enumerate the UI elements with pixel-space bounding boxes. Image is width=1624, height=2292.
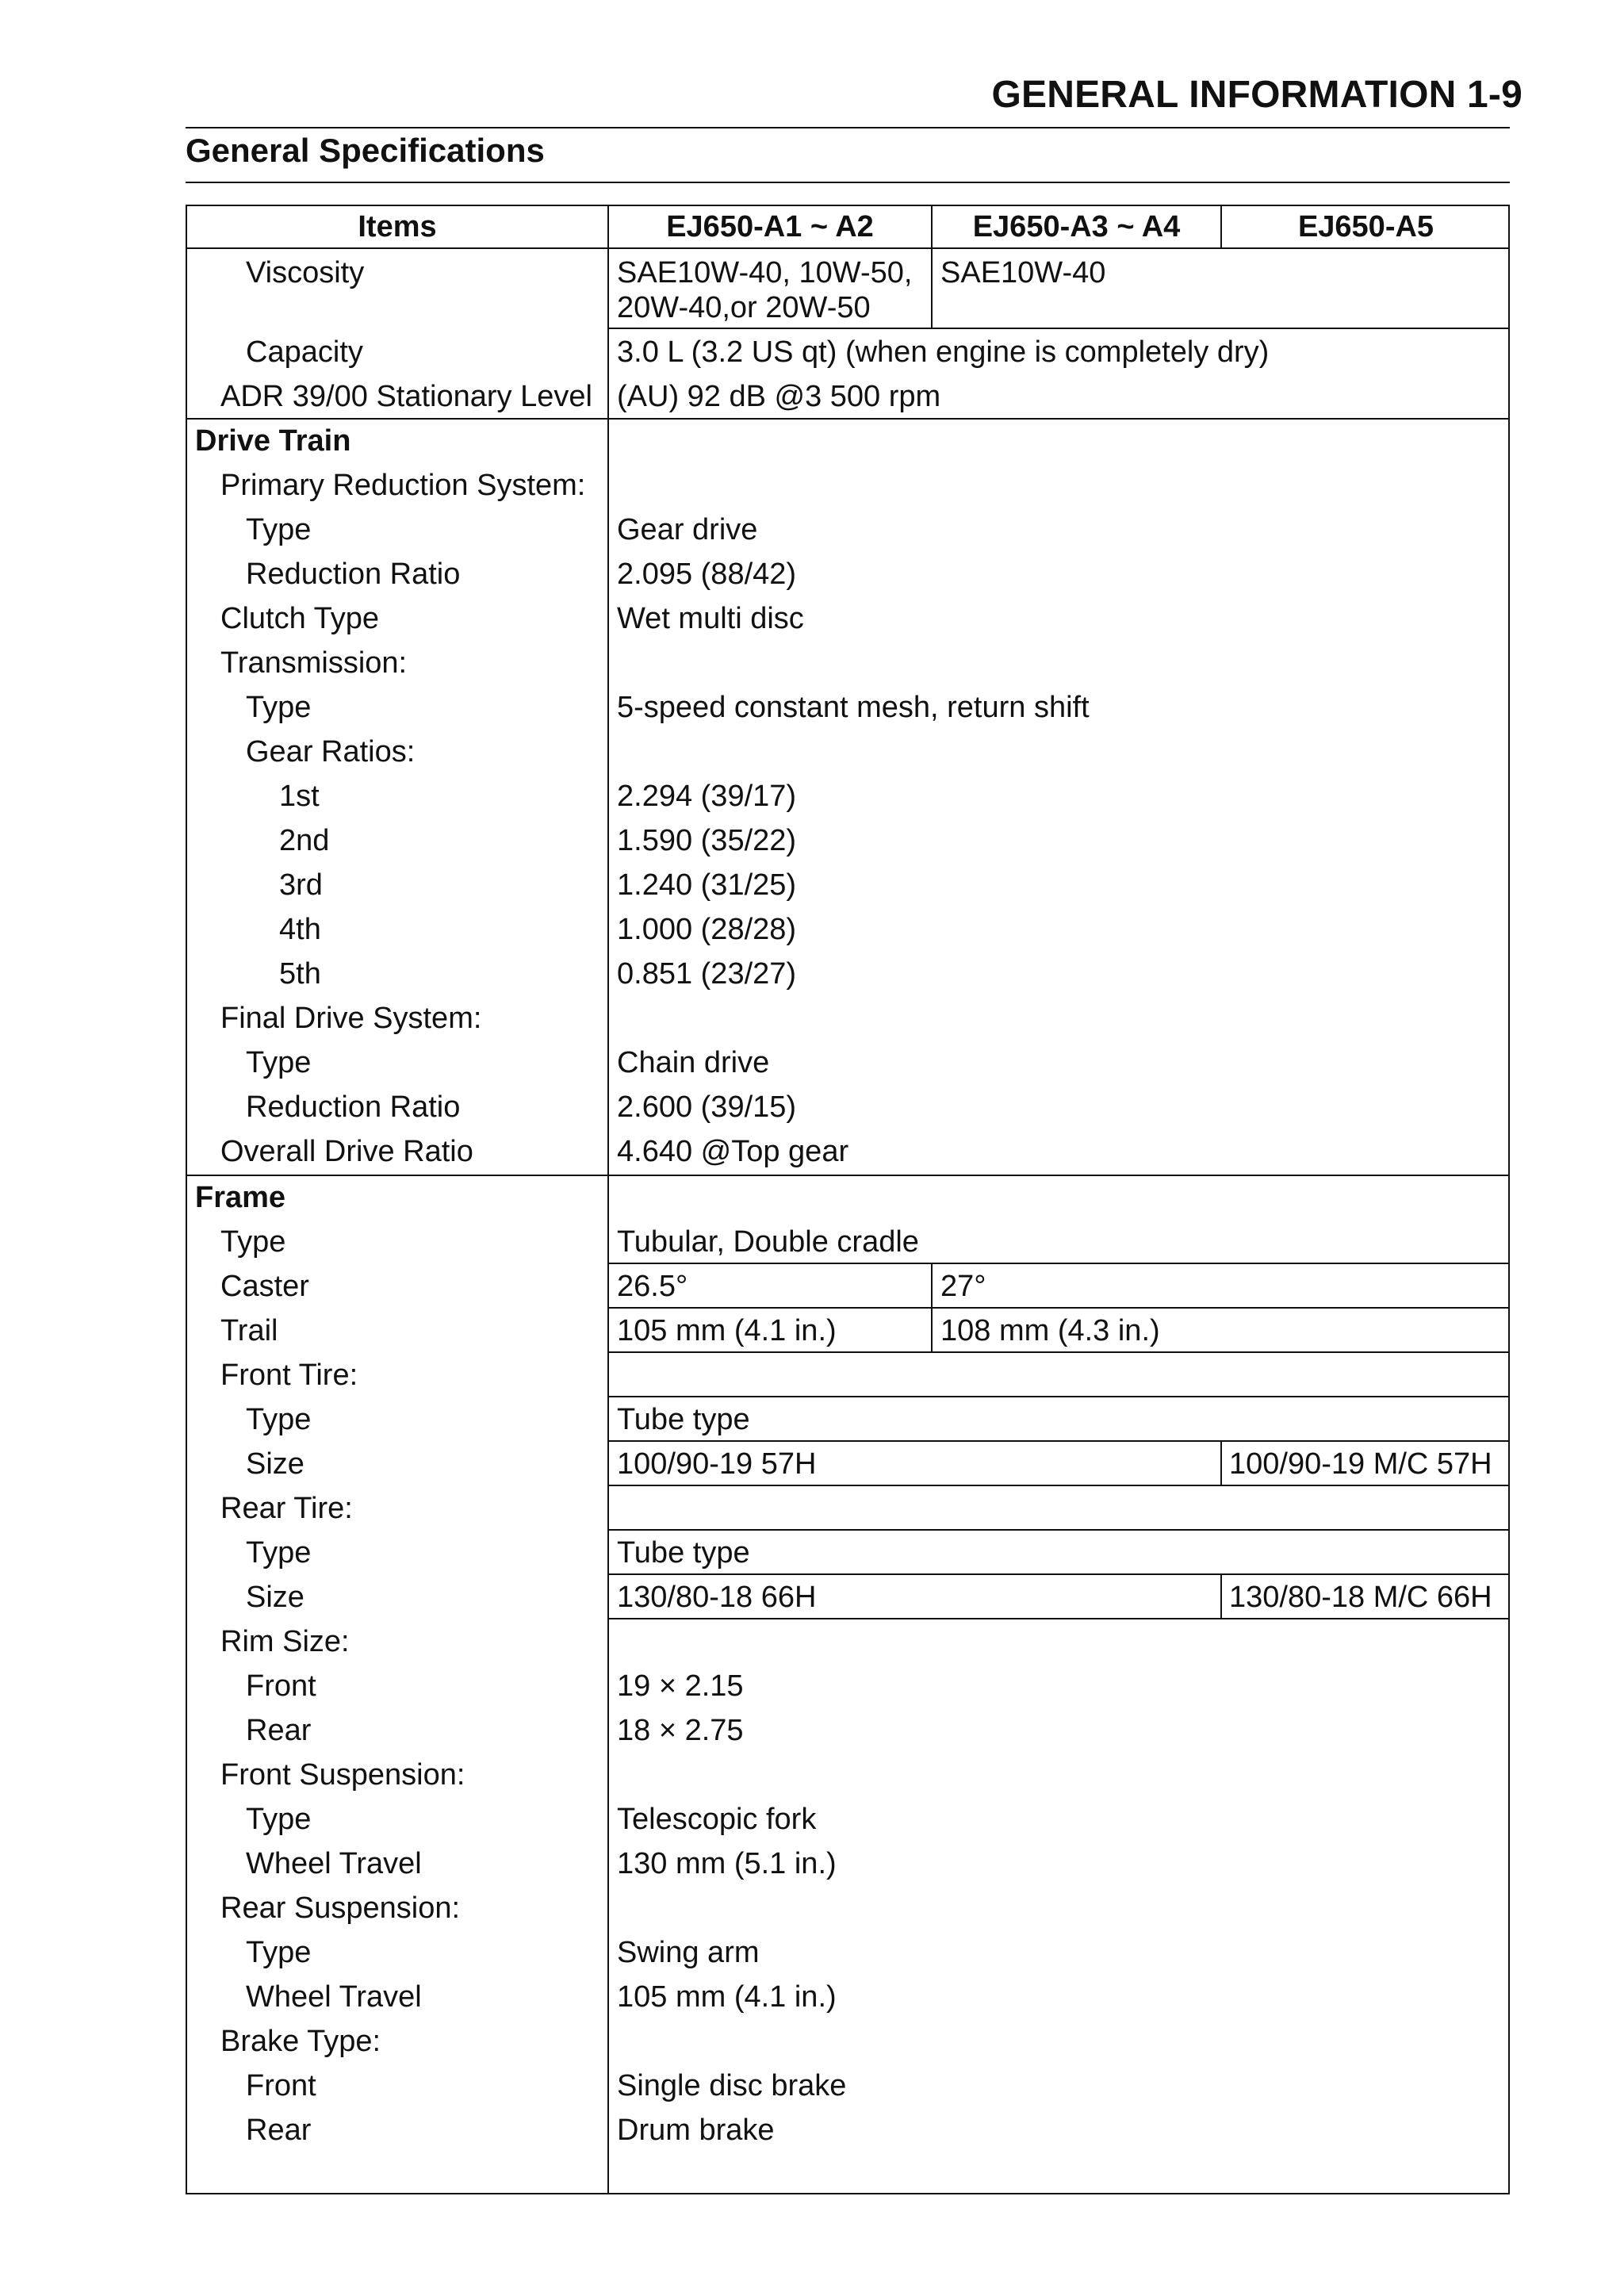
front-tire-label: Front Tire: xyxy=(220,1359,358,1392)
frame-type-label: Type xyxy=(220,1225,286,1259)
caster-label: Caster xyxy=(220,1270,309,1303)
column-header-a1-a2: EJ650-A1 ~ A2 xyxy=(666,210,874,243)
front-suspension-type-value: Telescopic fork xyxy=(617,1803,817,1836)
brake-front-value: Single disc brake xyxy=(617,2069,847,2102)
spec-row-gear xyxy=(186,907,1510,952)
spec-row xyxy=(186,1397,1510,1442)
spec-row xyxy=(186,685,1510,730)
rim-rear-label: Rear xyxy=(246,1714,312,1747)
rear-travel-label: Wheel Travel xyxy=(246,1980,422,2014)
rear-suspension-label: Rear Suspension: xyxy=(220,1891,461,1925)
trail-value-a3-a5: 108 mm (4.3 in.) xyxy=(940,1314,1160,1347)
gear-label: 1st xyxy=(279,780,320,813)
spec-row xyxy=(186,1575,1510,1619)
spec-row xyxy=(186,641,1510,685)
rear-tire-type-value: Tube type xyxy=(617,1536,750,1570)
gear-value: 1.240 (31/25) xyxy=(617,868,797,902)
rear-tire-size-label: Size xyxy=(246,1581,304,1614)
rear-travel-value: 105 mm (4.1 in.) xyxy=(617,1980,837,2014)
clutch-label: Clutch Type xyxy=(220,602,379,635)
spec-row xyxy=(186,1975,1510,2019)
rim-size-label: Rim Size: xyxy=(220,1625,350,1658)
column-header-items: Items xyxy=(358,210,437,243)
final-type-label: Type xyxy=(246,1046,312,1079)
spec-row xyxy=(186,1309,1510,1353)
spec-row xyxy=(186,1486,1510,1531)
spec-row xyxy=(186,1619,1510,1664)
column-header-a5: EJ650-A5 xyxy=(1297,210,1434,243)
transmission-type-value: 5-speed constant mesh, return shift xyxy=(617,691,1090,724)
primary-ratio-label: Reduction Ratio xyxy=(246,558,461,591)
spec-row xyxy=(186,1264,1510,1309)
spec-row xyxy=(186,1842,1510,1886)
overall-ratio-label: Overall Drive Ratio xyxy=(220,1135,473,1168)
column-header-a3-a4: EJ650-A3 ~ A4 xyxy=(972,210,1181,243)
spec-row xyxy=(186,1664,1510,1708)
front-tire-size-value: 100/90-19 57H xyxy=(617,1447,817,1481)
spec-row xyxy=(186,1129,1510,1174)
spec-row xyxy=(186,2108,1510,2152)
spec-row xyxy=(186,1886,1510,1930)
gear-value: 0.851 (23/27) xyxy=(617,957,797,991)
spec-row xyxy=(186,1442,1510,1486)
front-travel-value: 130 mm (5.1 in.) xyxy=(617,1847,837,1880)
clutch-value: Wet multi disc xyxy=(617,602,804,635)
front-tire-size-label: Size xyxy=(246,1447,304,1481)
overall-ratio-value: 4.640 @Top gear xyxy=(617,1135,849,1168)
section-rule xyxy=(186,182,1510,183)
spec-row xyxy=(186,1220,1510,1264)
rear-suspension-type-value: Swing arm xyxy=(617,1936,760,1969)
adr-label: ADR 39/00 Stationary Level xyxy=(220,380,592,413)
group-heading-drive-train xyxy=(186,419,1510,463)
spec-row xyxy=(186,1531,1510,1575)
primary-ratio-value: 2.095 (88/42) xyxy=(617,558,797,591)
viscosity-value-a1-a2-line2: 20W-40,or 20W-50 xyxy=(617,291,871,324)
spec-row xyxy=(186,1753,1510,1797)
frame-heading: Frame xyxy=(195,1181,286,1214)
trail-label: Trail xyxy=(220,1314,278,1347)
viscosity-value-a3-a5: SAE10W-40 xyxy=(940,256,1106,289)
capacity-label: Capacity xyxy=(246,335,363,369)
gear-label: 3rd xyxy=(279,868,323,902)
viscosity-label: Viscosity xyxy=(246,256,365,289)
transmission-label: Transmission: xyxy=(220,646,408,680)
spec-row xyxy=(186,1930,1510,1975)
column-divider xyxy=(931,247,933,328)
drive-train-heading: Drive Train xyxy=(195,424,351,458)
spec-row xyxy=(186,1797,1510,1842)
spec-row xyxy=(186,2064,1510,2108)
brake-type-label: Brake Type: xyxy=(220,2025,381,2058)
front-tire-type-label: Type xyxy=(246,1403,312,1436)
gear-ratios-label: Gear Ratios: xyxy=(246,735,416,768)
capacity-value: 3.0 L (3.2 US qt) (when engine is completely dry) xyxy=(617,335,1270,369)
rim-front-label: Front xyxy=(246,1669,316,1703)
gear-label: 4th xyxy=(279,913,321,946)
rear-tire-type-label: Type xyxy=(246,1536,312,1570)
brake-rear-value: Drum brake xyxy=(617,2114,775,2147)
row-divider xyxy=(609,328,1510,329)
gear-label: 2nd xyxy=(279,824,330,857)
spec-row-capacity xyxy=(186,330,1510,374)
final-ratio-value: 2.600 (39/15) xyxy=(617,1090,797,1124)
adr-value: (AU) 92 dB @3 500 rpm xyxy=(617,380,941,413)
viscosity-value-a1-a2-line1: SAE10W-40, 10W-50, xyxy=(617,256,913,289)
gear-value: 1.590 (35/22) xyxy=(617,824,797,857)
brake-rear-label: Rear xyxy=(246,2114,312,2147)
page-title: GENERAL INFORMATION 1-9 xyxy=(991,74,1522,116)
spec-row-gear xyxy=(186,952,1510,996)
spec-row-gear xyxy=(186,863,1510,907)
rim-rear-value: 18 × 2.75 xyxy=(617,1714,744,1747)
transmission-type-label: Type xyxy=(246,691,312,724)
final-ratio-label: Reduction Ratio xyxy=(246,1090,461,1124)
spec-row-gear xyxy=(186,818,1510,863)
rim-front-value: 19 × 2.15 xyxy=(617,1669,744,1703)
spec-row xyxy=(186,1708,1510,1753)
spec-row xyxy=(186,1085,1510,1129)
primary-type-value: Gear drive xyxy=(617,513,758,546)
spec-row xyxy=(186,730,1510,774)
spec-row xyxy=(186,596,1510,641)
front-suspension-type-label: Type xyxy=(246,1803,312,1836)
specifications-table xyxy=(186,205,1510,2194)
section-title: General Specifications xyxy=(186,132,545,169)
gear-value: 1.000 (28/28) xyxy=(617,913,797,946)
caster-value-a1-a2: 26.5° xyxy=(617,1270,688,1303)
spec-row xyxy=(186,508,1510,552)
rear-tire-size-value-a5: 130/80-18 M/C 66H xyxy=(1229,1581,1492,1614)
rear-tire-label: Rear Tire: xyxy=(220,1492,353,1525)
spec-row xyxy=(186,1353,1510,1397)
gear-label: 5th xyxy=(279,957,321,991)
group-heading-frame xyxy=(186,1175,1510,1220)
rear-tire-size-value: 130/80-18 66H xyxy=(617,1581,817,1614)
trail-value-a1-a2: 105 mm (4.1 in.) xyxy=(617,1314,837,1347)
spec-row-adr xyxy=(186,374,1510,419)
frame-type-value: Tubular, Double cradle xyxy=(617,1225,919,1259)
header-rule xyxy=(186,127,1510,128)
final-drive-label: Final Drive System: xyxy=(220,1002,482,1035)
front-tire-size-value-a5: 100/90-19 M/C 57H xyxy=(1229,1447,1492,1481)
spec-row xyxy=(186,552,1510,596)
rear-suspension-type-label: Type xyxy=(246,1936,312,1969)
front-suspension-label: Front Suspension: xyxy=(220,1758,465,1792)
spec-row xyxy=(186,1041,1510,1085)
final-type-value: Chain drive xyxy=(617,1046,770,1079)
spec-row xyxy=(186,463,1510,508)
primary-type-label: Type xyxy=(246,513,312,546)
brake-front-label: Front xyxy=(246,2069,316,2102)
primary-reduction-label: Primary Reduction System: xyxy=(220,469,586,502)
spec-row xyxy=(186,996,1510,1041)
spec-row xyxy=(186,2019,1510,2064)
front-tire-type-value: Tube type xyxy=(617,1403,750,1436)
gear-value: 2.294 (39/17) xyxy=(617,780,797,813)
caster-value-a3-a5: 27° xyxy=(940,1270,986,1303)
front-travel-label: Wheel Travel xyxy=(246,1847,422,1880)
spec-row-gear xyxy=(186,774,1510,818)
